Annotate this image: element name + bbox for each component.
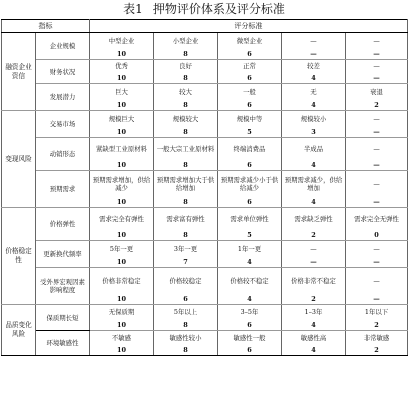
score-cell: 10 [90, 127, 154, 138]
header-indicator: 指标 [2, 20, 90, 33]
score-cell: — [346, 294, 408, 305]
criterion-text-row [2, 305, 408, 320]
standard-cell: 优秀 [90, 60, 154, 73]
standard-cell: 需求完全有弹性 [90, 208, 154, 230]
standard-cell: 良好 [154, 60, 218, 73]
score-cell: 4 [218, 257, 282, 268]
score-cell: — [346, 160, 408, 171]
score-cell: 8 [154, 230, 218, 241]
standard-cell: — [346, 171, 408, 197]
criterion-label: 受外界宏观因素影响程度 [36, 268, 90, 305]
standard-cell: 规模较小 [282, 111, 346, 127]
score-cell: 4 [218, 294, 282, 305]
criterion-label: 交易市场 [36, 111, 90, 138]
criterion-text-row [2, 60, 408, 73]
score-cell: 6 [218, 197, 282, 208]
score-cell: 5 [218, 127, 282, 138]
evaluation-table [1, 19, 408, 356]
standard-cell: — [346, 111, 408, 127]
standard-cell: 正常 [218, 60, 282, 73]
standard-cell: 预期需求减少小于供给减少 [218, 171, 282, 197]
score-cell: 6 [218, 345, 282, 356]
standard-cell: 中型企业 [90, 33, 154, 49]
standard-cell: 规模巨大 [90, 111, 154, 127]
standard-cell: 3年一更 [154, 241, 218, 257]
standard-cell: — [346, 268, 408, 294]
standard-cell: 5年一更 [90, 241, 154, 257]
score-cell: 10 [90, 320, 154, 331]
score-cell: 6 [218, 49, 282, 60]
standard-cell: 预期需求增加大于供给增加 [154, 171, 218, 197]
standard-cell: 价格较稳定 [154, 268, 218, 294]
score-cell: — [346, 49, 408, 60]
header-standard: 评分标准 [90, 20, 408, 33]
standard-cell: 预期需求减少，供给增加 [282, 171, 346, 197]
criterion-text-row [2, 33, 408, 49]
group-label: 融资企业资信 [2, 33, 36, 111]
standard-cell: 需求单位弹性 [218, 208, 282, 230]
score-cell: 10 [90, 294, 154, 305]
criterion-label: 动销形态 [36, 138, 90, 171]
score-cell: 10 [90, 257, 154, 268]
table-body [2, 33, 408, 356]
standard-cell: 一般 [218, 84, 282, 100]
score-cell: 0 [346, 230, 408, 241]
criterion-label: 环境敏感性 [36, 331, 90, 356]
table-title-text: 押物评价体系及评分标准 [152, 2, 285, 16]
score-cell: 8 [154, 49, 218, 60]
standard-cell: 价格较不稳定 [218, 268, 282, 294]
standard-cell: 5年以上 [154, 305, 218, 320]
standard-cell: 规模较大 [154, 111, 218, 127]
score-cell: 4 [282, 73, 346, 84]
score-cell: 10 [90, 197, 154, 208]
standard-cell: 需求完全无弹性 [346, 208, 408, 230]
score-cell: 5 [218, 230, 282, 241]
standard-cell: — [346, 241, 408, 257]
standard-cell: — [346, 138, 408, 160]
score-cell: 4 [282, 160, 346, 171]
standard-cell: — [346, 60, 408, 73]
score-cell: 4 [282, 197, 346, 208]
standard-cell: 衰退 [346, 84, 408, 100]
score-cell: 6 [218, 160, 282, 171]
score-cell: 10 [90, 345, 154, 356]
criterion-text-row [2, 111, 408, 127]
standard-cell: 无保质期 [90, 305, 154, 320]
score-cell: 8 [154, 320, 218, 331]
standard-cell: 巨大 [90, 84, 154, 100]
score-cell: — [282, 49, 346, 60]
score-cell: — [346, 197, 408, 208]
score-cell: 4 [282, 320, 346, 331]
score-cell: — [282, 257, 346, 268]
score-cell: 8 [154, 197, 218, 208]
standard-cell: — [346, 33, 408, 49]
score-cell: 8 [154, 100, 218, 111]
criterion-text-row [2, 241, 408, 257]
score-cell: — [346, 257, 408, 268]
score-cell: — [346, 127, 408, 138]
criterion-text-row [2, 268, 408, 294]
criterion-text-row [2, 208, 408, 230]
group-label: 价格稳定性 [2, 208, 36, 305]
score-cell: 2 [346, 345, 408, 356]
criterion-text-row [2, 84, 408, 100]
table-number: 表1 [123, 2, 143, 16]
score-cell: 6 [218, 320, 282, 331]
score-cell: — [346, 73, 408, 84]
standard-cell: 非常敏感 [346, 331, 408, 345]
score-cell: 7 [154, 257, 218, 268]
score-cell: 10 [90, 100, 154, 111]
standard-cell: 需求富有弹性 [154, 208, 218, 230]
criterion-label: 价格弹性 [36, 208, 90, 241]
score-cell: 8 [154, 73, 218, 84]
standard-cell: 敏感性较小 [154, 331, 218, 345]
standard-cell: 1年一更 [218, 241, 282, 257]
criterion-label: 财务状况 [36, 60, 90, 84]
score-cell: 2 [282, 294, 346, 305]
standard-cell: 价格非常稳定 [90, 268, 154, 294]
score-cell: 8 [154, 160, 218, 171]
standard-cell: 敏感性一般 [218, 331, 282, 345]
group-label: 变现风险 [2, 111, 36, 208]
standard-cell: 终端消费品 [218, 138, 282, 160]
standard-cell: 敏感性高 [282, 331, 346, 345]
standard-cell: 价格非常不稳定 [282, 268, 346, 294]
group-label: 品质变化风险 [2, 305, 36, 356]
score-cell: 6 [218, 100, 282, 111]
standard-cell: 无 [282, 84, 346, 100]
score-cell: 10 [90, 49, 154, 60]
criterion-label: 保质期长短 [36, 305, 90, 331]
standard-cell: 不敏感 [90, 331, 154, 345]
score-cell: 8 [154, 127, 218, 138]
score-cell: 2 [282, 230, 346, 241]
score-cell: 3 [282, 127, 346, 138]
standard-cell: — [282, 33, 346, 49]
criterion-label: 企业规模 [36, 33, 90, 60]
criterion-text-row [2, 331, 408, 345]
standard-cell: 较大 [154, 84, 218, 100]
score-cell: 4 [282, 100, 346, 111]
criterion-label: 更新换代频率 [36, 241, 90, 268]
score-cell: 10 [90, 73, 154, 84]
score-cell: 6 [218, 73, 282, 84]
header-row [2, 20, 408, 33]
standard-cell: 紧缺型工业原材料 [90, 138, 154, 160]
standard-cell: — [282, 241, 346, 257]
standard-cell: 较差 [282, 60, 346, 73]
standard-cell: 预期需求增加，供给减少 [90, 171, 154, 197]
standard-cell: 3–5年 [218, 305, 282, 320]
score-cell: 2 [346, 320, 408, 331]
standard-cell: 一般大宗工业原材料 [154, 138, 218, 160]
table-title [0, 0, 408, 19]
criterion-text-row [2, 138, 408, 160]
criterion-text-row [2, 171, 408, 197]
standard-cell: 1–3年 [282, 305, 346, 320]
standard-cell: 规模中等 [218, 111, 282, 127]
criterion-label: 预期需求 [36, 171, 90, 208]
standard-cell: 需求缺乏弹性 [282, 208, 346, 230]
score-cell: 8 [154, 345, 218, 356]
score-cell: 6 [154, 294, 218, 305]
score-cell: 4 [282, 345, 346, 356]
standard-cell: 小型企业 [154, 33, 218, 49]
score-cell: 10 [90, 230, 154, 241]
standard-cell: 半成品 [282, 138, 346, 160]
criterion-label: 发展潜力 [36, 84, 90, 111]
standard-cell: 1年以下 [346, 305, 408, 320]
score-cell: 2 [346, 100, 408, 111]
standard-cell: 微型企业 [218, 33, 282, 49]
score-cell: 10 [90, 160, 154, 171]
